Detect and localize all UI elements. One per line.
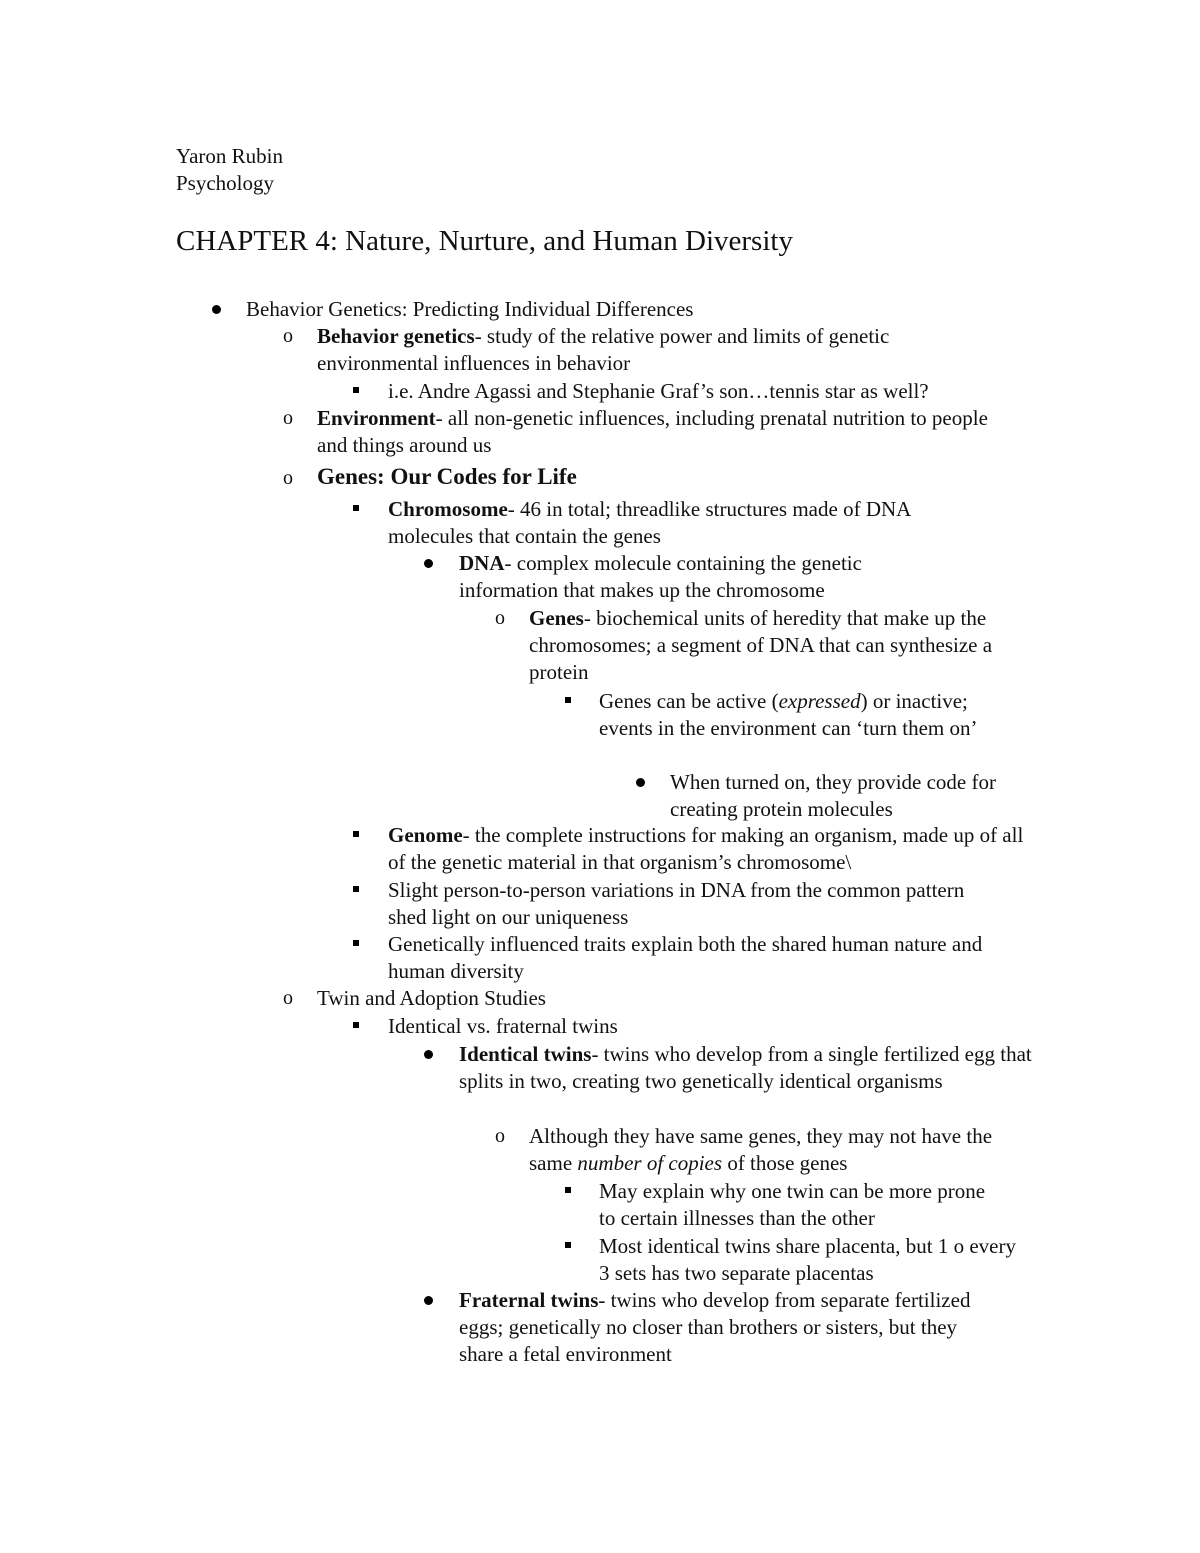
author-name: Yaron Rubin: [176, 144, 283, 168]
although-text-end: of those genes: [722, 1151, 848, 1175]
although-italic: number of copies: [577, 1151, 723, 1175]
outline-item-fraternal-twins: [459, 1287, 974, 1368]
term-behavior-genetics: Behavior genetics: [317, 324, 475, 348]
outline-item-genes-active: [599, 688, 1024, 742]
bullet-circle-icon: o: [283, 325, 293, 347]
bullet-circle-icon: o: [283, 987, 293, 1009]
outline-item-agassi-example: i.e. Andre Agassi and Stephanie Graf’s son…tennis star as well?: [388, 379, 929, 403]
outline-item-identical-vs-fraternal: Identical vs. fraternal twins: [388, 1014, 618, 1038]
outline-item-turned-on: When turned on, they provide code for creating protein molecules: [670, 770, 996, 821]
term-environment: Environment: [317, 406, 436, 430]
outline-item-dna: [459, 550, 939, 604]
document-header: [176, 143, 283, 197]
definition-identical-twins: - twins who develop from a single fertilized egg that splits in two, creating two genetically identical organisms: [459, 1042, 1032, 1093]
outline-item-environment: [317, 405, 1007, 459]
bullet-circle-icon: o: [495, 607, 505, 629]
definition-genes: - biochemical units of heredity that make up the chromosomes; a segment of DNA that can synthesize a protein: [529, 606, 993, 684]
bullet-circle-icon: o: [283, 467, 293, 489]
term-fraternal-twins: Fraternal twins: [459, 1288, 599, 1312]
bullet-circle-icon: o: [495, 1125, 505, 1147]
outline-item-most-identical: Most identical twins share placenta, but 1 o every 3 sets has two separate placentas: [599, 1234, 1016, 1285]
outline-item-behavior-genetics: [317, 323, 1007, 377]
genes-active-text-end: ) or inactive; events in the environment can ‘turn them on’: [599, 689, 978, 740]
outline-item-slight-variations: Slight person-to-person variations in DNA from the common pattern shed light on our uniqueness: [388, 878, 965, 929]
although-text-start: Although they have same genes, they may not have the same: [529, 1124, 993, 1175]
genes-active-text-start: Genes can be active (: [599, 689, 779, 713]
outline-item-may-explain: May explain why one twin can be more prone to certain illnesses than the other: [599, 1179, 986, 1230]
definition-genome: - the complete instructions for making an organism, made up of all of the genetic material in that organism’s chromosome\: [388, 823, 1024, 874]
outline-item-behavior-genetics-section: Behavior Genetics: Predicting Individual Differences: [246, 297, 694, 321]
outline-item-chromosome: [388, 496, 998, 550]
definition-chromosome: - 46 in total; threadlike structures made of DNA molecules that contain the genes: [388, 497, 911, 548]
outline-item-genes: [529, 605, 1019, 686]
genes-active-italic: expressed: [778, 689, 861, 713]
outline-item-identical-twins: [459, 1041, 1034, 1095]
outline-item-genome: [388, 822, 1038, 876]
term-identical-twins: Identical twins: [459, 1042, 592, 1066]
outline-item-although-same-genes: [529, 1123, 1029, 1177]
definition-environment: - all non-genetic influences, including prenatal nutrition to people and things around us: [317, 406, 988, 457]
definition-fraternal-twins: - twins who develop from separate fertilized eggs; genetically no closer than brothers or sisters, but they share a fetal environment: [459, 1288, 971, 1366]
bullet-circle-icon: o: [283, 407, 293, 429]
term-genes: Genes: [529, 606, 584, 630]
term-genome: Genome: [388, 823, 463, 847]
outline-item-twin-adoption: Twin and Adoption Studies: [317, 986, 546, 1010]
term-chromosome: Chromosome: [388, 497, 508, 521]
term-dna: DNA: [459, 551, 505, 575]
definition-behavior-genetics: - study of the relative power and limits of genetic environmental influences in behavior: [317, 324, 890, 375]
outline-item-genetically-influenced: Genetically influenced traits explain both the shared human nature and human diversity: [388, 932, 983, 983]
section-heading-genes: Genes: Our Codes for Life: [317, 464, 577, 489]
definition-dna: - complex molecule containing the genetic information that makes up the chromosome: [459, 551, 862, 602]
chapter-title: CHAPTER 4: Nature, Nurture, and Human Diversity: [176, 225, 793, 257]
course-name: Psychology: [176, 171, 275, 195]
